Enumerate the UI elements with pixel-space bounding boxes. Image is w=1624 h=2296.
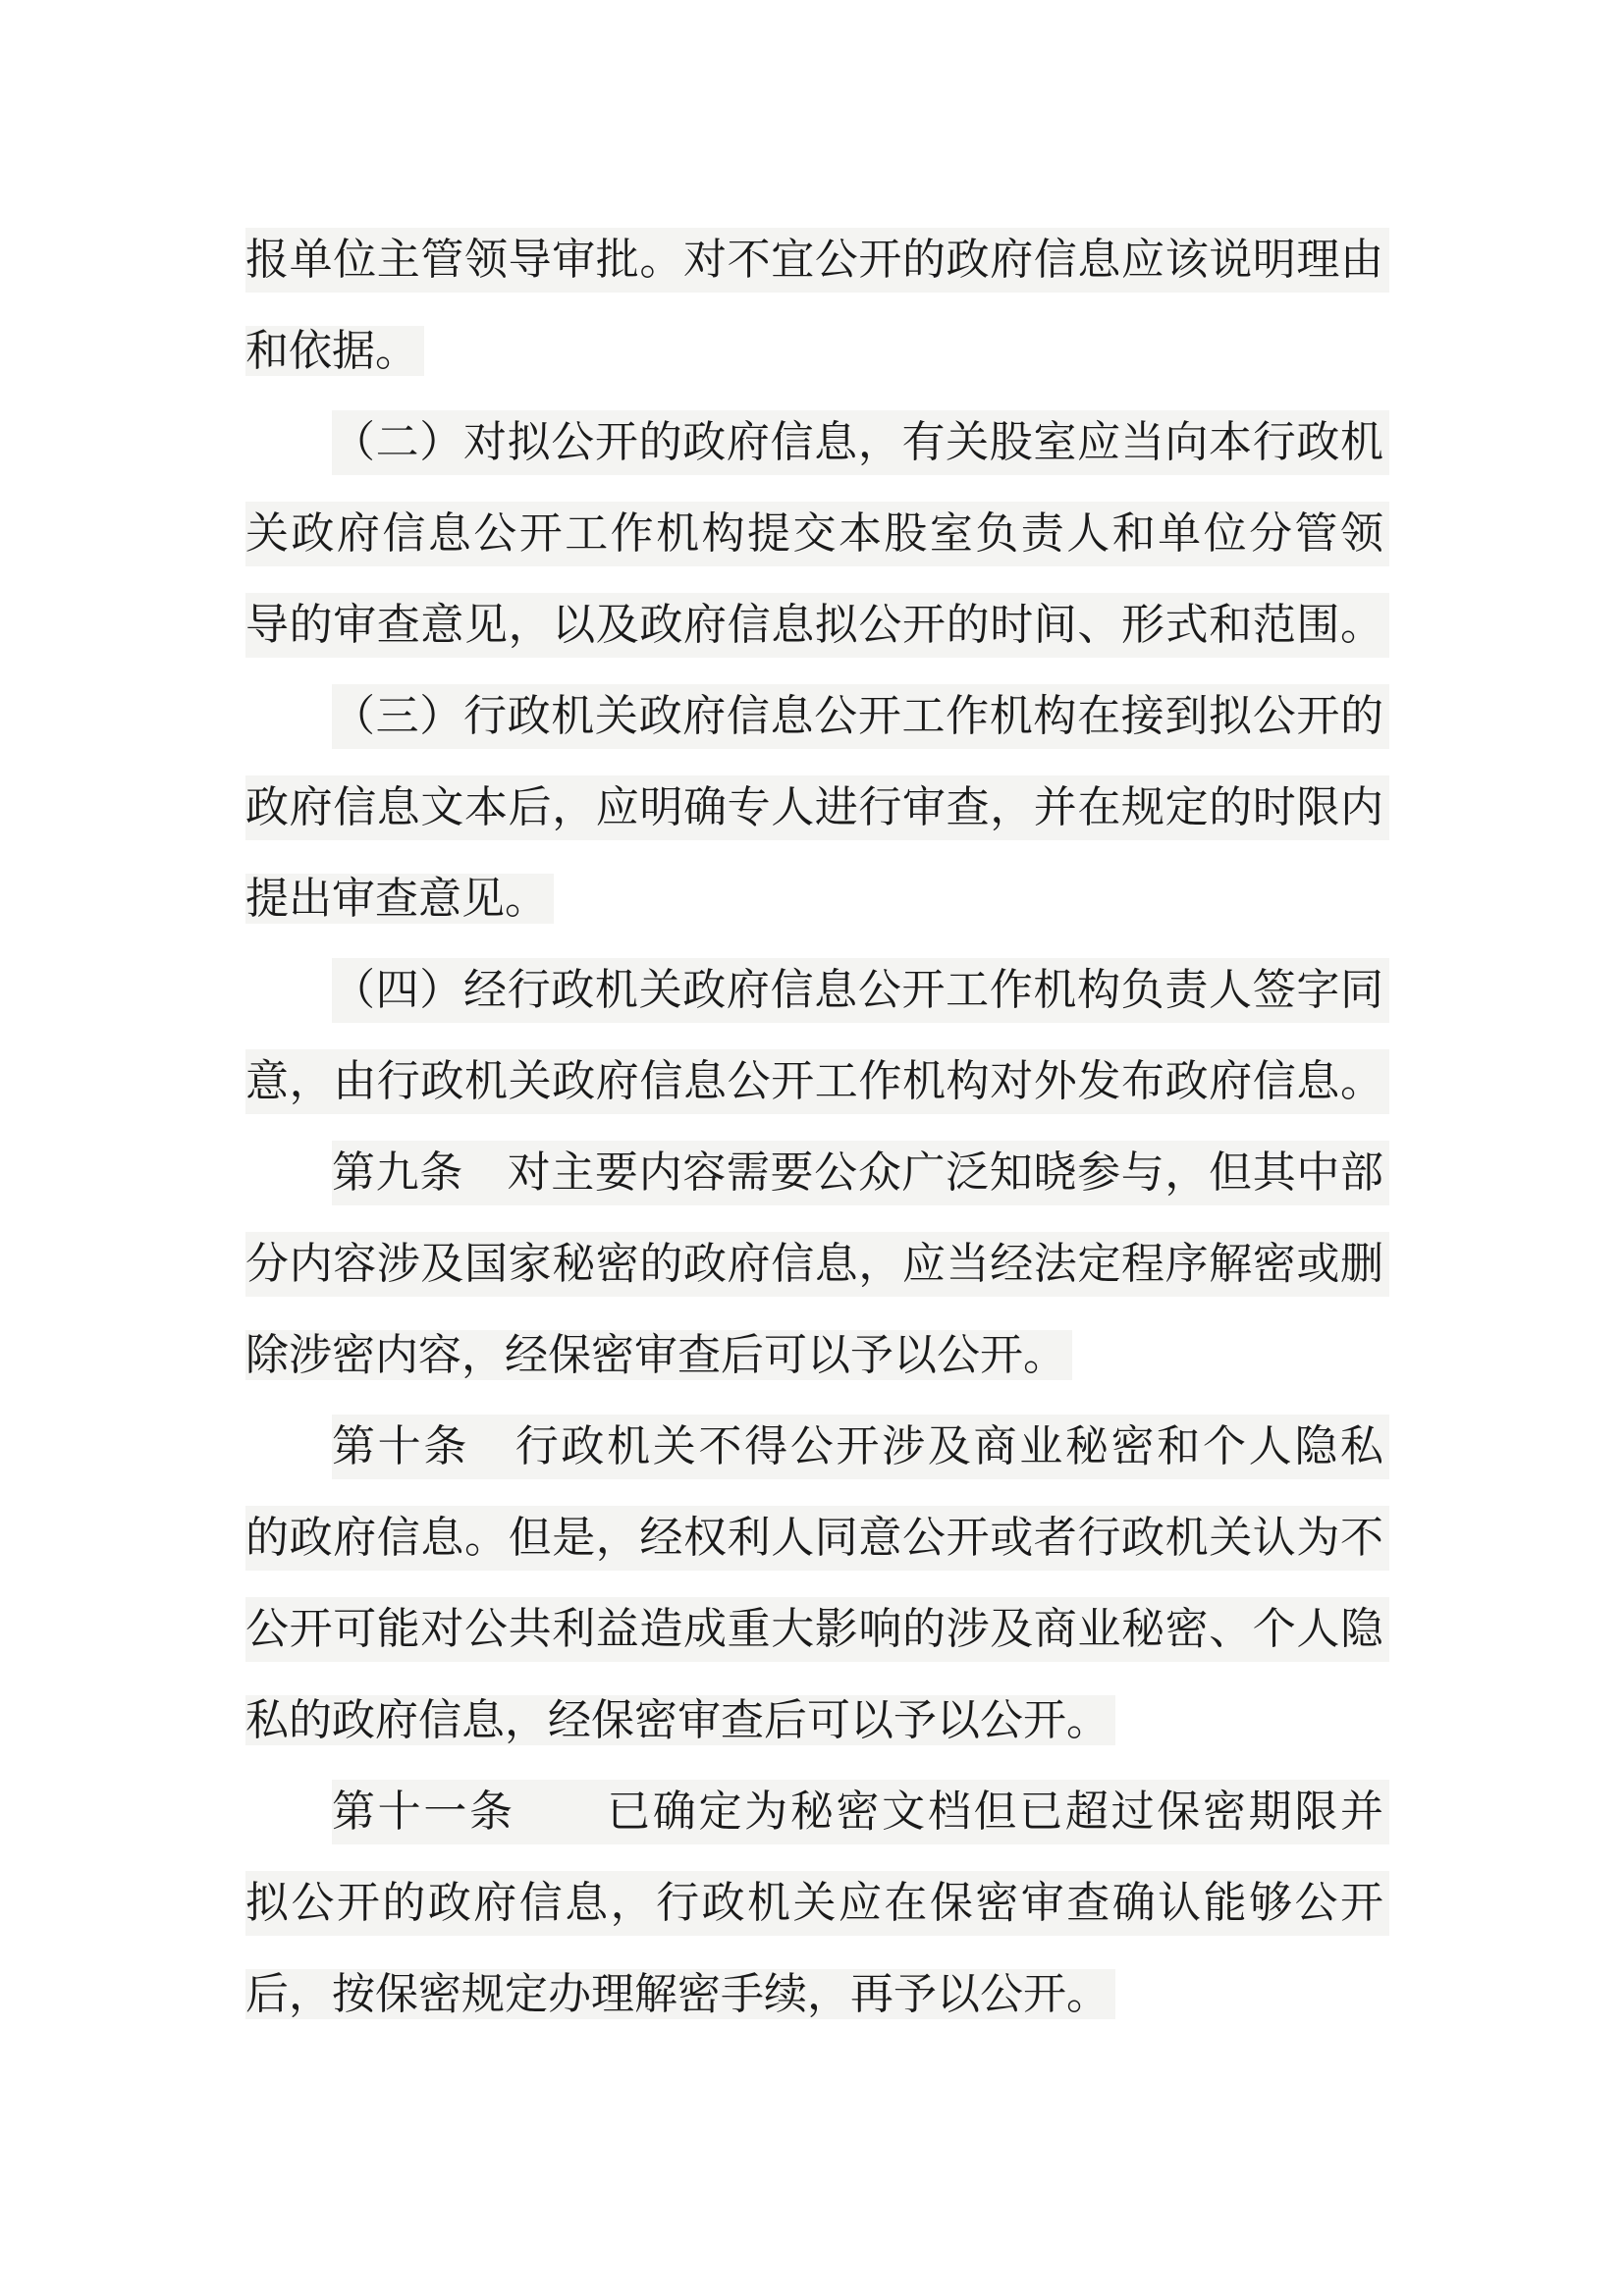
text-line-8: 提出审查意见。 [245, 867, 554, 932]
text-line-15: 的政府信息。但是，经权利人同意公开或者行政机关认为不 [245, 1506, 1389, 1571]
text-line-10: 意，由行政机关政府信息公开工作机构对外发布政府信息。 [245, 1049, 1389, 1114]
text-line-5: 导的审查意见，以及政府信息拟公开的时间、形式和范围。 [245, 593, 1389, 658]
text-line-17: 私的政府信息，经保密审查后可以予以公开。 [245, 1688, 1115, 1753]
text-line-12: 分内容涉及国家秘密的政府信息，应当经法定程序解密或删 [245, 1232, 1389, 1297]
text-line-20: 后，按保密规定办理解密手续，再予以公开。 [245, 1962, 1115, 2027]
text-line-7: 政府信息文本后，应明确专人进行审查，并在规定的时限内 [245, 775, 1389, 840]
text-line-3: （二）对拟公开的政府信息，有关股室应当向本行政机 [332, 410, 1389, 475]
text-line-19: 拟公开的政府信息，行政机关应在保密审查确认能够公开 [245, 1871, 1389, 1936]
text-line-6: （三）行政机关政府信息公开工作机构在接到拟公开的 [332, 684, 1389, 749]
text-line-4: 关政府信息公开工作机构提交本股室负责人和单位分管领 [245, 502, 1389, 566]
text-line-16: 公开可能对公共利益造成重大影响的涉及商业秘密、个人隐 [245, 1597, 1389, 1662]
text-line-13: 除涉密内容，经保密审查后可以予以公开。 [245, 1323, 1072, 1388]
text-line-9: （四）经行政机关政府信息公开工作机构负责人签字同 [332, 958, 1389, 1023]
text-line-11: 第九条 对主要内容需要公众广泛知晓参与，但其中部 [332, 1141, 1389, 1205]
text-line-18: 第十一条 已确定为秘密文档但已超过保密期限并 [332, 1780, 1389, 1844]
text-line-14: 第十条 行政机关不得公开涉及商业秘密和个人隐私 [332, 1415, 1389, 1479]
text-line-1: 报单位主管领导审批。对不宜公开的政府信息应该说明理由 [245, 228, 1389, 293]
document-page [245, 0, 1389, 2296]
text-line-2: 和依据。 [245, 319, 424, 384]
